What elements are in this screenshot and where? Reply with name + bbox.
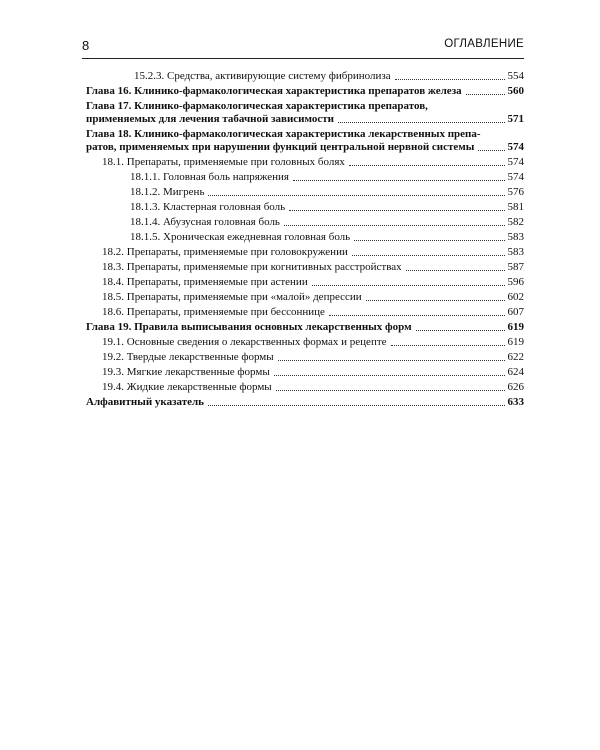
toc-entry-page: 554 [507,70,524,82]
dot-leader [416,330,505,331]
toc-entry-page: 607 [507,306,524,318]
toc-entry[interactable] [86,201,524,214]
toc-entry-page: 622 [507,351,524,363]
toc-entry-title: Глава 16. Клинико-фармакологическая характеристика препаратов железа [86,85,462,97]
table-of-contents [86,70,524,411]
toc-entry-page: 574 [507,171,524,183]
dot-leader [391,345,505,346]
toc-entry-title: 18.1.5. Хроническая ежедневная головная боль [130,231,351,243]
toc-entry-page: 626 [507,381,524,393]
toc-entry-page: 624 [507,366,524,378]
toc-entry-page: 574 [507,141,524,153]
dot-leader [278,360,505,361]
dot-leader [466,94,505,95]
toc-entry-page: 560 [507,85,524,97]
toc-entry[interactable] [86,381,524,394]
toc-entry[interactable] [86,186,524,199]
toc-entry-title-line1: Глава 18. Клинико-фармакологическая характеристика лекарственных препа- [86,128,481,140]
toc-entry[interactable] [86,291,524,304]
page-number: 8 [82,38,90,53]
toc-entry-page: 576 [507,186,524,198]
dot-leader [274,375,505,376]
toc-entry-title: 19.2. Твердые лекарственные формы [102,351,274,363]
toc-entry[interactable] [86,171,524,184]
toc-entry-page: 619 [507,336,524,348]
toc-entry[interactable] [86,366,524,379]
toc-chapter[interactable] [86,100,524,126]
dot-leader [312,285,505,286]
toc-entry-title: 15.2.3. Средства, активирующие систему фибринолиза [134,70,391,82]
dot-leader [284,225,505,226]
toc-entry[interactable] [86,276,524,289]
dot-leader [293,180,505,181]
toc-entry-title: 18.1.4. Абузусная головная боль [130,216,280,228]
toc-entry-title: 18.2. Препараты, применяемые при головокружении [102,246,348,258]
toc-entry[interactable] [86,351,524,364]
dot-leader [329,315,505,316]
toc-entry-page: 583 [507,246,524,258]
toc-entry[interactable] [86,216,524,229]
toc-entry[interactable] [86,246,524,259]
toc-entry-title: 18.6. Препараты, применяемые при бессоннице [102,306,325,318]
toc-entry-title: 18.4. Препараты, применяемые при астении [102,276,308,288]
toc-entry-title: 19.4. Жидкие лекарственные формы [102,381,272,393]
toc-entry-title: 18.1.1. Головная боль напряжения [130,171,289,183]
dot-leader [208,405,504,406]
dot-leader [395,79,505,80]
dot-leader [289,210,504,211]
toc-entry-title: 18.1. Препараты, применяемые при головных болях [102,156,345,168]
dot-leader [478,150,504,151]
toc-chapter[interactable] [86,85,524,98]
toc-entry-title: 18.1.3. Кластерная головная боль [130,201,286,213]
toc-entry-title-line1: Глава 17. Клинико-фармакологическая характеристика препаратов, [86,100,428,112]
dot-leader [352,255,505,256]
dot-leader [208,195,504,196]
toc-entry-page: 574 [507,156,524,168]
page-header [82,38,524,54]
toc-entry-title: 18.1.2. Мигрень [130,186,205,198]
toc-entry[interactable] [86,306,524,319]
toc-chapter[interactable] [86,128,524,154]
toc-entry-title: 19.1. Основные сведения о лекарственных формах и рецепте [102,336,387,348]
toc-entry-page: 587 [507,261,524,273]
dot-leader [406,270,505,271]
toc-entry[interactable] [86,231,524,244]
toc-entry-title-line2: применяемых для лечения табачной зависимости [86,113,334,125]
toc-entry-page: 571 [507,113,524,125]
toc-entry-page: 602 [507,291,524,303]
header-rule [82,58,524,59]
dot-leader [349,165,505,166]
toc-entry[interactable] [86,336,524,349]
toc-entry[interactable] [86,261,524,274]
dot-leader [366,300,505,301]
toc-chapter[interactable] [86,321,524,334]
dot-leader [276,390,505,391]
toc-entry-title: 18.5. Препараты, применяемые при «малой» депрессии [102,291,362,303]
dot-leader [338,122,505,123]
toc-entry-title: 19.3. Мягкие лекарственные формы [102,366,270,378]
running-title: ОГЛАВЛЕНИЕ [444,38,524,50]
toc-entry-title-line2: ратов, применяемых при нарушении функций центральной нервной системы [86,141,475,153]
toc-entry-page: 633 [507,396,524,408]
toc-entry-page: 581 [507,201,524,213]
toc-entry[interactable] [86,70,524,83]
toc-entry-page: 619 [507,321,524,333]
toc-index[interactable] [86,396,524,409]
toc-entry-page: 596 [507,276,524,288]
dot-leader [354,240,504,241]
toc-entry-title: Глава 19. Правила выписывания основных лекарственных форм [86,321,412,333]
toc-entry-page: 582 [507,216,524,228]
toc-entry-title: 18.3. Препараты, применяемые при когнитивных расстройствах [102,261,402,273]
toc-entry-page: 583 [507,231,524,243]
toc-entry[interactable] [86,156,524,169]
toc-entry-title: Алфавитный указатель [86,396,205,408]
